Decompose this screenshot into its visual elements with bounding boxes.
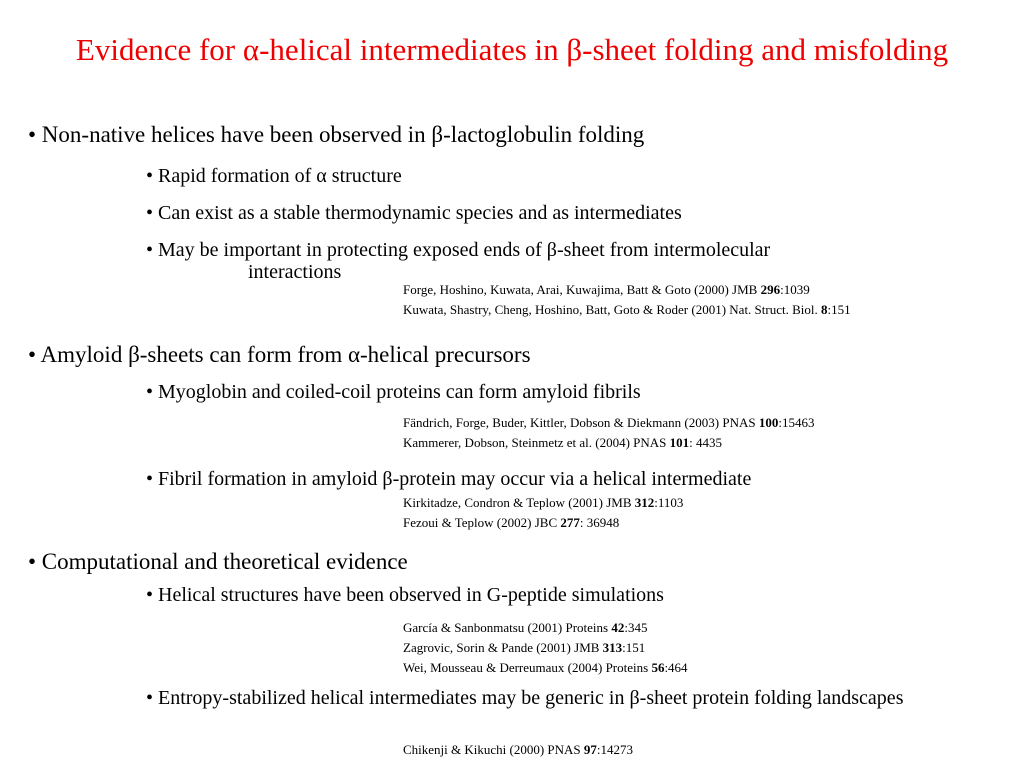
reference: Zagrovic, Sorin & Pande (2001) JMB 313:151	[403, 640, 646, 655]
sub-bullet-entropy-stabilized: • Entropy-stabilized helical intermediates may be generic in β-sheet protein folding landscapes	[146, 687, 904, 709]
reference: Fändrich, Forge, Buder, Kittler, Dobson & Diekmann (2003) PNAS 100:15463	[403, 415, 815, 430]
reference: Kammerer, Dobson, Steinmetz et al. (2004) PNAS 101: 4435	[403, 435, 723, 450]
sub-bullet-fibril-formation: • Fibril formation in amyloid β-protein may occur via a helical intermediate	[146, 468, 752, 490]
reference: García & Sanbonmatsu (2001) Proteins 42:345	[403, 620, 648, 635]
sub-bullet-rapid-formation: • Rapid formation of α structure	[146, 165, 402, 187]
reference: Forge, Hoshino, Kuwata, Arai, Kuwajima, Batt & Goto (2000) JMB 296:1039	[403, 282, 810, 297]
sub-bullet-g-peptide: • Helical structures have been observed in G-peptide simulations	[146, 584, 664, 606]
reference: Fezoui & Teplow (2002) JBC 277: 36948	[403, 515, 620, 530]
reference: Wei, Mousseau & Derreumaux (2004) Proteins 56:464	[403, 660, 688, 675]
bullet-heading-amyloid: • Amyloid β-sheets can form from α-helical precursors	[28, 342, 531, 367]
sub-bullet-myoglobin: • Myoglobin and coiled-coil proteins can form amyloid fibrils	[146, 381, 641, 403]
sub-bullet-protecting-ends: • May be important in protecting exposed ends of β-sheet from intermolecular	[146, 239, 771, 261]
slide-title: Evidence for α-helical intermediates in β-sheet folding and misfolding	[75, 32, 949, 67]
reference: Kuwata, Shastry, Cheng, Hoshino, Batt, Goto & Roder (2001) Nat. Struct. Biol. 8:151	[403, 302, 851, 317]
sub-bullet-stable-species: • Can exist as a stable thermodynamic species and as intermediates	[146, 202, 682, 224]
sub-bullet-protecting-ends-continued: interactions	[248, 261, 342, 283]
reference: Chikenji & Kikuchi (2000) PNAS 97:14273	[403, 742, 634, 757]
bullet-heading-beta-lactoglobulin: • Non-native helices have been observed in β-lactoglobulin folding	[28, 122, 645, 147]
reference: Kirkitadze, Condron & Teplow (2001) JMB 312:1103	[403, 495, 684, 510]
bullet-heading-computational: • Computational and theoretical evidence	[28, 549, 408, 574]
